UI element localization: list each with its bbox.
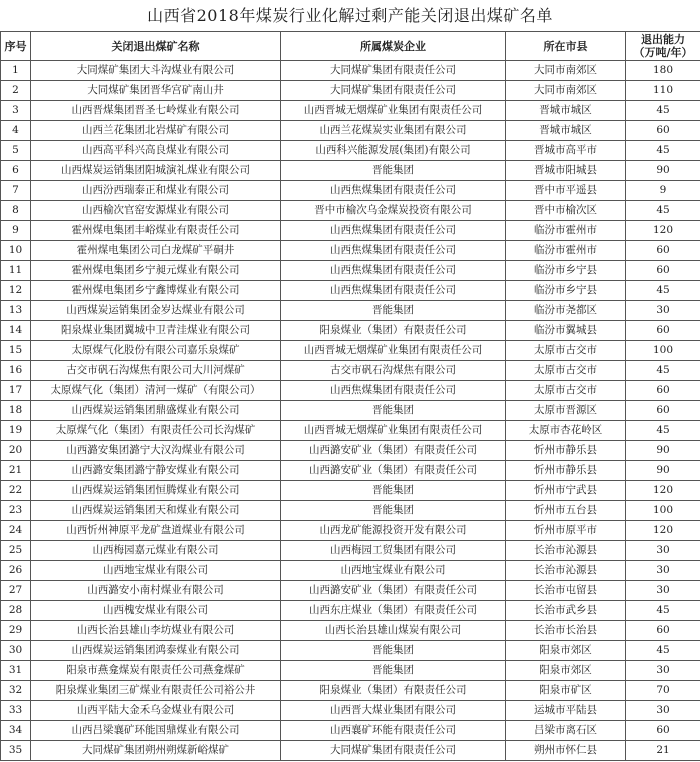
header-location: 所在市县 (506, 32, 626, 61)
table-row (1, 361, 700, 381)
cell-capacity: 60 (626, 721, 700, 741)
cell-mine-name: 山西煤炭运销集团鼎盛煤业有限公司 (31, 401, 281, 421)
header-capacity (626, 32, 700, 61)
cell-location: 晋中市平遥县 (506, 181, 626, 201)
table-row (1, 461, 700, 481)
cell-mine-name: 山西忻州神原平龙矿盘道煤业有限公司 (31, 521, 281, 541)
table-row (1, 101, 700, 121)
cell-company: 山西晋城无烟煤矿业集团有限责任公司 (281, 421, 506, 441)
cell-no: 24 (1, 521, 31, 541)
cell-location: 长治市沁源县 (506, 541, 626, 561)
table-row (1, 141, 700, 161)
header-no: 序号 (1, 32, 31, 61)
cell-capacity: 90 (626, 441, 700, 461)
cell-company: 晋能集团 (281, 641, 506, 661)
cell-company: 山西龙矿能源投资开发有限公司 (281, 521, 506, 541)
cell-mine-name: 山西煤炭运销集团恒腾煤业有限公司 (31, 481, 281, 501)
cell-capacity: 60 (626, 621, 700, 641)
cell-capacity: 120 (626, 221, 700, 241)
cell-no: 27 (1, 581, 31, 601)
cell-location: 阳泉市郊区 (506, 641, 626, 661)
cell-mine-name: 山西长治县雄山李坊煤业有限公司 (31, 621, 281, 641)
cell-location: 吕梁市离石区 (506, 721, 626, 741)
document-title: 山西省2018年煤炭行业化解过剩产能关闭退出煤矿名单 (147, 6, 553, 25)
cell-no: 22 (1, 481, 31, 501)
cell-mine-name: 山西晋煤集团晋圣七岭煤业有限公司 (31, 101, 281, 121)
cell-mine-name: 山西梅园嘉元煤业有限公司 (31, 541, 281, 561)
cell-mine-name: 太原煤气化（集团）清河一煤矿（有限公司） (31, 381, 281, 401)
cell-mine-name: 山西榆次官窑安源煤业有限公司 (31, 201, 281, 221)
cell-no: 20 (1, 441, 31, 461)
cell-mine-name: 霍州煤电集团乡宁鑫博煤业有限公司 (31, 281, 281, 301)
table-row (1, 641, 700, 661)
cell-location: 晋城市阳城县 (506, 161, 626, 181)
cell-capacity: 60 (626, 401, 700, 421)
cell-mine-name: 大同煤矿集团大斗沟煤业有限公司 (31, 61, 281, 81)
cell-no: 3 (1, 101, 31, 121)
cell-location: 临汾市尧都区 (506, 301, 626, 321)
cell-location: 临汾市霍州市 (506, 221, 626, 241)
cell-capacity: 30 (626, 541, 700, 561)
table-row (1, 161, 700, 181)
cell-no: 17 (1, 381, 31, 401)
cell-location: 晋城市城区 (506, 101, 626, 121)
cell-location: 晋城市城区 (506, 121, 626, 141)
table-row (1, 301, 700, 321)
table-row (1, 201, 700, 221)
cell-capacity: 45 (626, 601, 700, 621)
cell-mine-name: 山西高平科兴高良煤业有限公司 (31, 141, 281, 161)
cell-company: 山西晋城无烟煤矿业集团有限责任公司 (281, 341, 506, 361)
cell-company: 阳泉煤业（集团）有限责任公司 (281, 321, 506, 341)
cell-company: 山西兰花煤炭实业集团有限公司 (281, 121, 506, 141)
cell-capacity: 90 (626, 161, 700, 181)
table-row (1, 421, 700, 441)
table-row (1, 381, 700, 401)
cell-capacity: 60 (626, 381, 700, 401)
cell-location: 太原市古交市 (506, 341, 626, 361)
cell-mine-name: 阳泉市燕龛煤炭有限责任公司燕龛煤矿 (31, 661, 281, 681)
cell-company: 山西晋城无烟煤矿业集团有限责任公司 (281, 101, 506, 121)
table-row (1, 741, 700, 761)
cell-no: 6 (1, 161, 31, 181)
cell-location: 大同市南郊区 (506, 81, 626, 101)
cell-company: 大同煤矿集团有限责任公司 (281, 61, 506, 81)
cell-company: 晋能集团 (281, 301, 506, 321)
cell-company: 山西晋大煤业集团有限公司 (281, 701, 506, 721)
cell-capacity: 120 (626, 521, 700, 541)
cell-no: 8 (1, 201, 31, 221)
cell-no: 11 (1, 261, 31, 281)
cell-location: 长治市屯留县 (506, 581, 626, 601)
cell-company: 大同煤矿集团有限责任公司 (281, 741, 506, 761)
cell-capacity: 120 (626, 481, 700, 501)
cell-location: 晋城市高平市 (506, 141, 626, 161)
cell-company: 古交市矾石沟煤焦有限公司 (281, 361, 506, 381)
cell-capacity: 45 (626, 641, 700, 661)
cell-company: 大同煤矿集团有限责任公司 (281, 81, 506, 101)
header-company: 所属煤炭企业 (281, 32, 506, 61)
cell-no: 5 (1, 141, 31, 161)
cell-mine-name: 山西吕梁襄矿环能国鼎煤业有限公司 (31, 721, 281, 741)
cell-no: 28 (1, 601, 31, 621)
cell-location: 大同市南郊区 (506, 61, 626, 81)
cell-location: 临汾市乡宁县 (506, 261, 626, 281)
cell-company: 晋能集团 (281, 481, 506, 501)
cell-company: 晋能集团 (281, 401, 506, 421)
cell-location: 太原市古交市 (506, 361, 626, 381)
cell-capacity: 30 (626, 581, 700, 601)
cell-company: 晋能集团 (281, 161, 506, 181)
cell-mine-name: 古交市矾石沟煤焦有限公司大川河煤矿 (31, 361, 281, 381)
cell-location: 太原市杏花岭区 (506, 421, 626, 441)
table-row (1, 721, 700, 741)
cell-no: 4 (1, 121, 31, 141)
cell-location: 太原市古交市 (506, 381, 626, 401)
cell-company: 山西潞安矿业（集团）有限责任公司 (281, 441, 506, 461)
cell-capacity: 70 (626, 681, 700, 701)
cell-capacity: 60 (626, 241, 700, 261)
cell-capacity: 45 (626, 141, 700, 161)
cell-mine-name: 山西煤炭运销集团鸿泰煤业有限公司 (31, 641, 281, 661)
cell-mine-name: 山西汾西瑞泰正和煤业有限公司 (31, 181, 281, 201)
table-row (1, 501, 700, 521)
cell-no: 30 (1, 641, 31, 661)
cell-mine-name: 霍州煤电集团公司白龙煤矿平硐井 (31, 241, 281, 261)
cell-mine-name: 大同煤矿集团晋华宫矿南山井 (31, 81, 281, 101)
cell-capacity: 60 (626, 321, 700, 341)
cell-no: 25 (1, 541, 31, 561)
cell-location: 晋中市榆次区 (506, 201, 626, 221)
cell-mine-name: 山西平陆大金禾乌金煤业有限公司 (31, 701, 281, 721)
table-row (1, 81, 700, 101)
cell-company: 晋能集团 (281, 501, 506, 521)
cell-no: 21 (1, 461, 31, 481)
cell-capacity: 30 (626, 301, 700, 321)
cell-no: 26 (1, 561, 31, 581)
cell-mine-name: 山西潞安集团潞宁大汉沟煤业有限公司 (31, 441, 281, 461)
cell-capacity: 30 (626, 661, 700, 681)
cell-location: 忻州市静乐县 (506, 441, 626, 461)
cell-location: 阳泉市矿区 (506, 681, 626, 701)
cell-company: 山西焦煤集团有限责任公司 (281, 241, 506, 261)
cell-capacity: 180 (626, 61, 700, 81)
cell-location: 长治市武乡县 (506, 601, 626, 621)
mine-closure-table (0, 31, 700, 761)
cell-company: 山西焦煤集团有限责任公司 (281, 281, 506, 301)
cell-no: 12 (1, 281, 31, 301)
table-row (1, 581, 700, 601)
cell-no: 18 (1, 401, 31, 421)
cell-no: 13 (1, 301, 31, 321)
cell-location: 太原市晋源区 (506, 401, 626, 421)
cell-no: 9 (1, 221, 31, 241)
cell-mine-name: 山西煤炭运销集团阳城演礼煤业有限公司 (31, 161, 281, 181)
cell-capacity: 45 (626, 361, 700, 381)
table-row (1, 621, 700, 641)
cell-location: 长治市长治县 (506, 621, 626, 641)
cell-location: 临汾市乡宁县 (506, 281, 626, 301)
header-capacity-line2: （万吨/年） (633, 46, 693, 59)
table-row (1, 261, 700, 281)
cell-location: 忻州市宁武县 (506, 481, 626, 501)
table-row (1, 521, 700, 541)
cell-mine-name: 阳泉煤业集团翼城中卫青洼煤业有限公司 (31, 321, 281, 341)
table-row (1, 241, 700, 261)
table-row (1, 681, 700, 701)
cell-mine-name: 山西槐安煤业有限公司 (31, 601, 281, 621)
cell-capacity: 60 (626, 261, 700, 281)
cell-no: 10 (1, 241, 31, 261)
cell-company: 山西潞安矿业（集团）有限责任公司 (281, 461, 506, 481)
cell-company: 山西潞安矿业（集团）有限责任公司 (281, 581, 506, 601)
cell-mine-name: 太原煤气化股份有限公司嘉乐泉煤矿 (31, 341, 281, 361)
cell-no: 15 (1, 341, 31, 361)
cell-no: 14 (1, 321, 31, 341)
cell-mine-name: 山西潞安小南村煤业有限公司 (31, 581, 281, 601)
cell-location: 阳泉市郊区 (506, 661, 626, 681)
cell-company: 山西科兴能源发展(集团)有限公司 (281, 141, 506, 161)
cell-mine-name: 山西潞安集团潞宁静安煤业有限公司 (31, 461, 281, 481)
cell-capacity: 9 (626, 181, 700, 201)
table-row (1, 221, 700, 241)
table-row (1, 541, 700, 561)
table-row (1, 321, 700, 341)
cell-no: 29 (1, 621, 31, 641)
cell-capacity: 30 (626, 561, 700, 581)
table-body (1, 61, 700, 761)
cell-mine-name: 霍州煤电集团丰峪煤业有限责任公司 (31, 221, 281, 241)
table-row (1, 481, 700, 501)
table-row (1, 61, 700, 81)
cell-capacity: 30 (626, 701, 700, 721)
cell-no: 35 (1, 741, 31, 761)
table-row (1, 341, 700, 361)
cell-no: 34 (1, 721, 31, 741)
cell-no: 19 (1, 421, 31, 441)
cell-location: 运城市平陆县 (506, 701, 626, 721)
cell-no: 33 (1, 701, 31, 721)
table-row (1, 181, 700, 201)
cell-mine-name: 大同煤矿集团朔州朔煤新峪煤矿 (31, 741, 281, 761)
cell-company: 阳泉煤业（集团）有限责任公司 (281, 681, 506, 701)
cell-company: 山西焦煤集团有限责任公司 (281, 221, 506, 241)
cell-location: 忻州市原平市 (506, 521, 626, 541)
cell-capacity: 90 (626, 461, 700, 481)
cell-no: 32 (1, 681, 31, 701)
cell-company: 山西襄矿环能有限责任公司 (281, 721, 506, 741)
cell-location: 临汾市霍州市 (506, 241, 626, 261)
cell-company: 山西焦煤集团有限责任公司 (281, 181, 506, 201)
cell-company: 山西焦煤集团有限责任公司 (281, 381, 506, 401)
header-capacity-line1: 退出能力 (641, 33, 685, 46)
cell-capacity: 45 (626, 281, 700, 301)
cell-mine-name: 山西煤炭运销集团天和煤业有限公司 (31, 501, 281, 521)
cell-capacity: 45 (626, 421, 700, 441)
cell-no: 1 (1, 61, 31, 81)
cell-no: 31 (1, 661, 31, 681)
table-row (1, 561, 700, 581)
cell-capacity: 100 (626, 341, 700, 361)
cell-capacity: 100 (626, 501, 700, 521)
cell-company: 晋能集团 (281, 661, 506, 681)
cell-company: 晋中市榆次乌金煤炭投资有限公司 (281, 201, 506, 221)
cell-no: 2 (1, 81, 31, 101)
table-header-row (1, 32, 700, 61)
cell-mine-name: 霍州煤电集团乡宁昶元煤业有限公司 (31, 261, 281, 281)
cell-capacity: 21 (626, 741, 700, 761)
table-row (1, 401, 700, 421)
cell-no: 16 (1, 361, 31, 381)
cell-no: 23 (1, 501, 31, 521)
cell-mine-name: 山西地宝煤业有限公司 (31, 561, 281, 581)
cell-mine-name: 山西煤炭运销集团金岁达煤业有限公司 (31, 301, 281, 321)
table-row (1, 701, 700, 721)
cell-capacity: 45 (626, 201, 700, 221)
cell-mine-name: 阳泉煤业集团三矿煤业有限责任公司裕公井 (31, 681, 281, 701)
cell-mine-name: 太原煤气化（集团）有限责任公司长沟煤矿 (31, 421, 281, 441)
cell-company: 山西焦煤集团有限责任公司 (281, 261, 506, 281)
cell-no: 7 (1, 181, 31, 201)
cell-capacity: 60 (626, 121, 700, 141)
table-row (1, 441, 700, 461)
cell-location: 临汾市翼城县 (506, 321, 626, 341)
table-row (1, 601, 700, 621)
table-row (1, 661, 700, 681)
cell-company: 山西梅园工贸集团有限公司 (281, 541, 506, 561)
cell-location: 朔州市怀仁县 (506, 741, 626, 761)
cell-capacity: 110 (626, 81, 700, 101)
cell-location: 长治市沁源县 (506, 561, 626, 581)
cell-company: 山西长治县雄山煤炭有限公司 (281, 621, 506, 641)
cell-company: 山西地宝煤业有限公司 (281, 561, 506, 581)
cell-capacity: 45 (626, 101, 700, 121)
cell-location: 忻州市五台县 (506, 501, 626, 521)
header-mine-name: 关闭退出煤矿名称 (31, 32, 281, 61)
cell-location: 忻州市静乐县 (506, 461, 626, 481)
cell-company: 山西东庄煤业（集团）有限责任公司 (281, 601, 506, 621)
table-row (1, 121, 700, 141)
table-row (1, 281, 700, 301)
cell-mine-name: 山西兰花集团北岩煤矿有限公司 (31, 121, 281, 141)
